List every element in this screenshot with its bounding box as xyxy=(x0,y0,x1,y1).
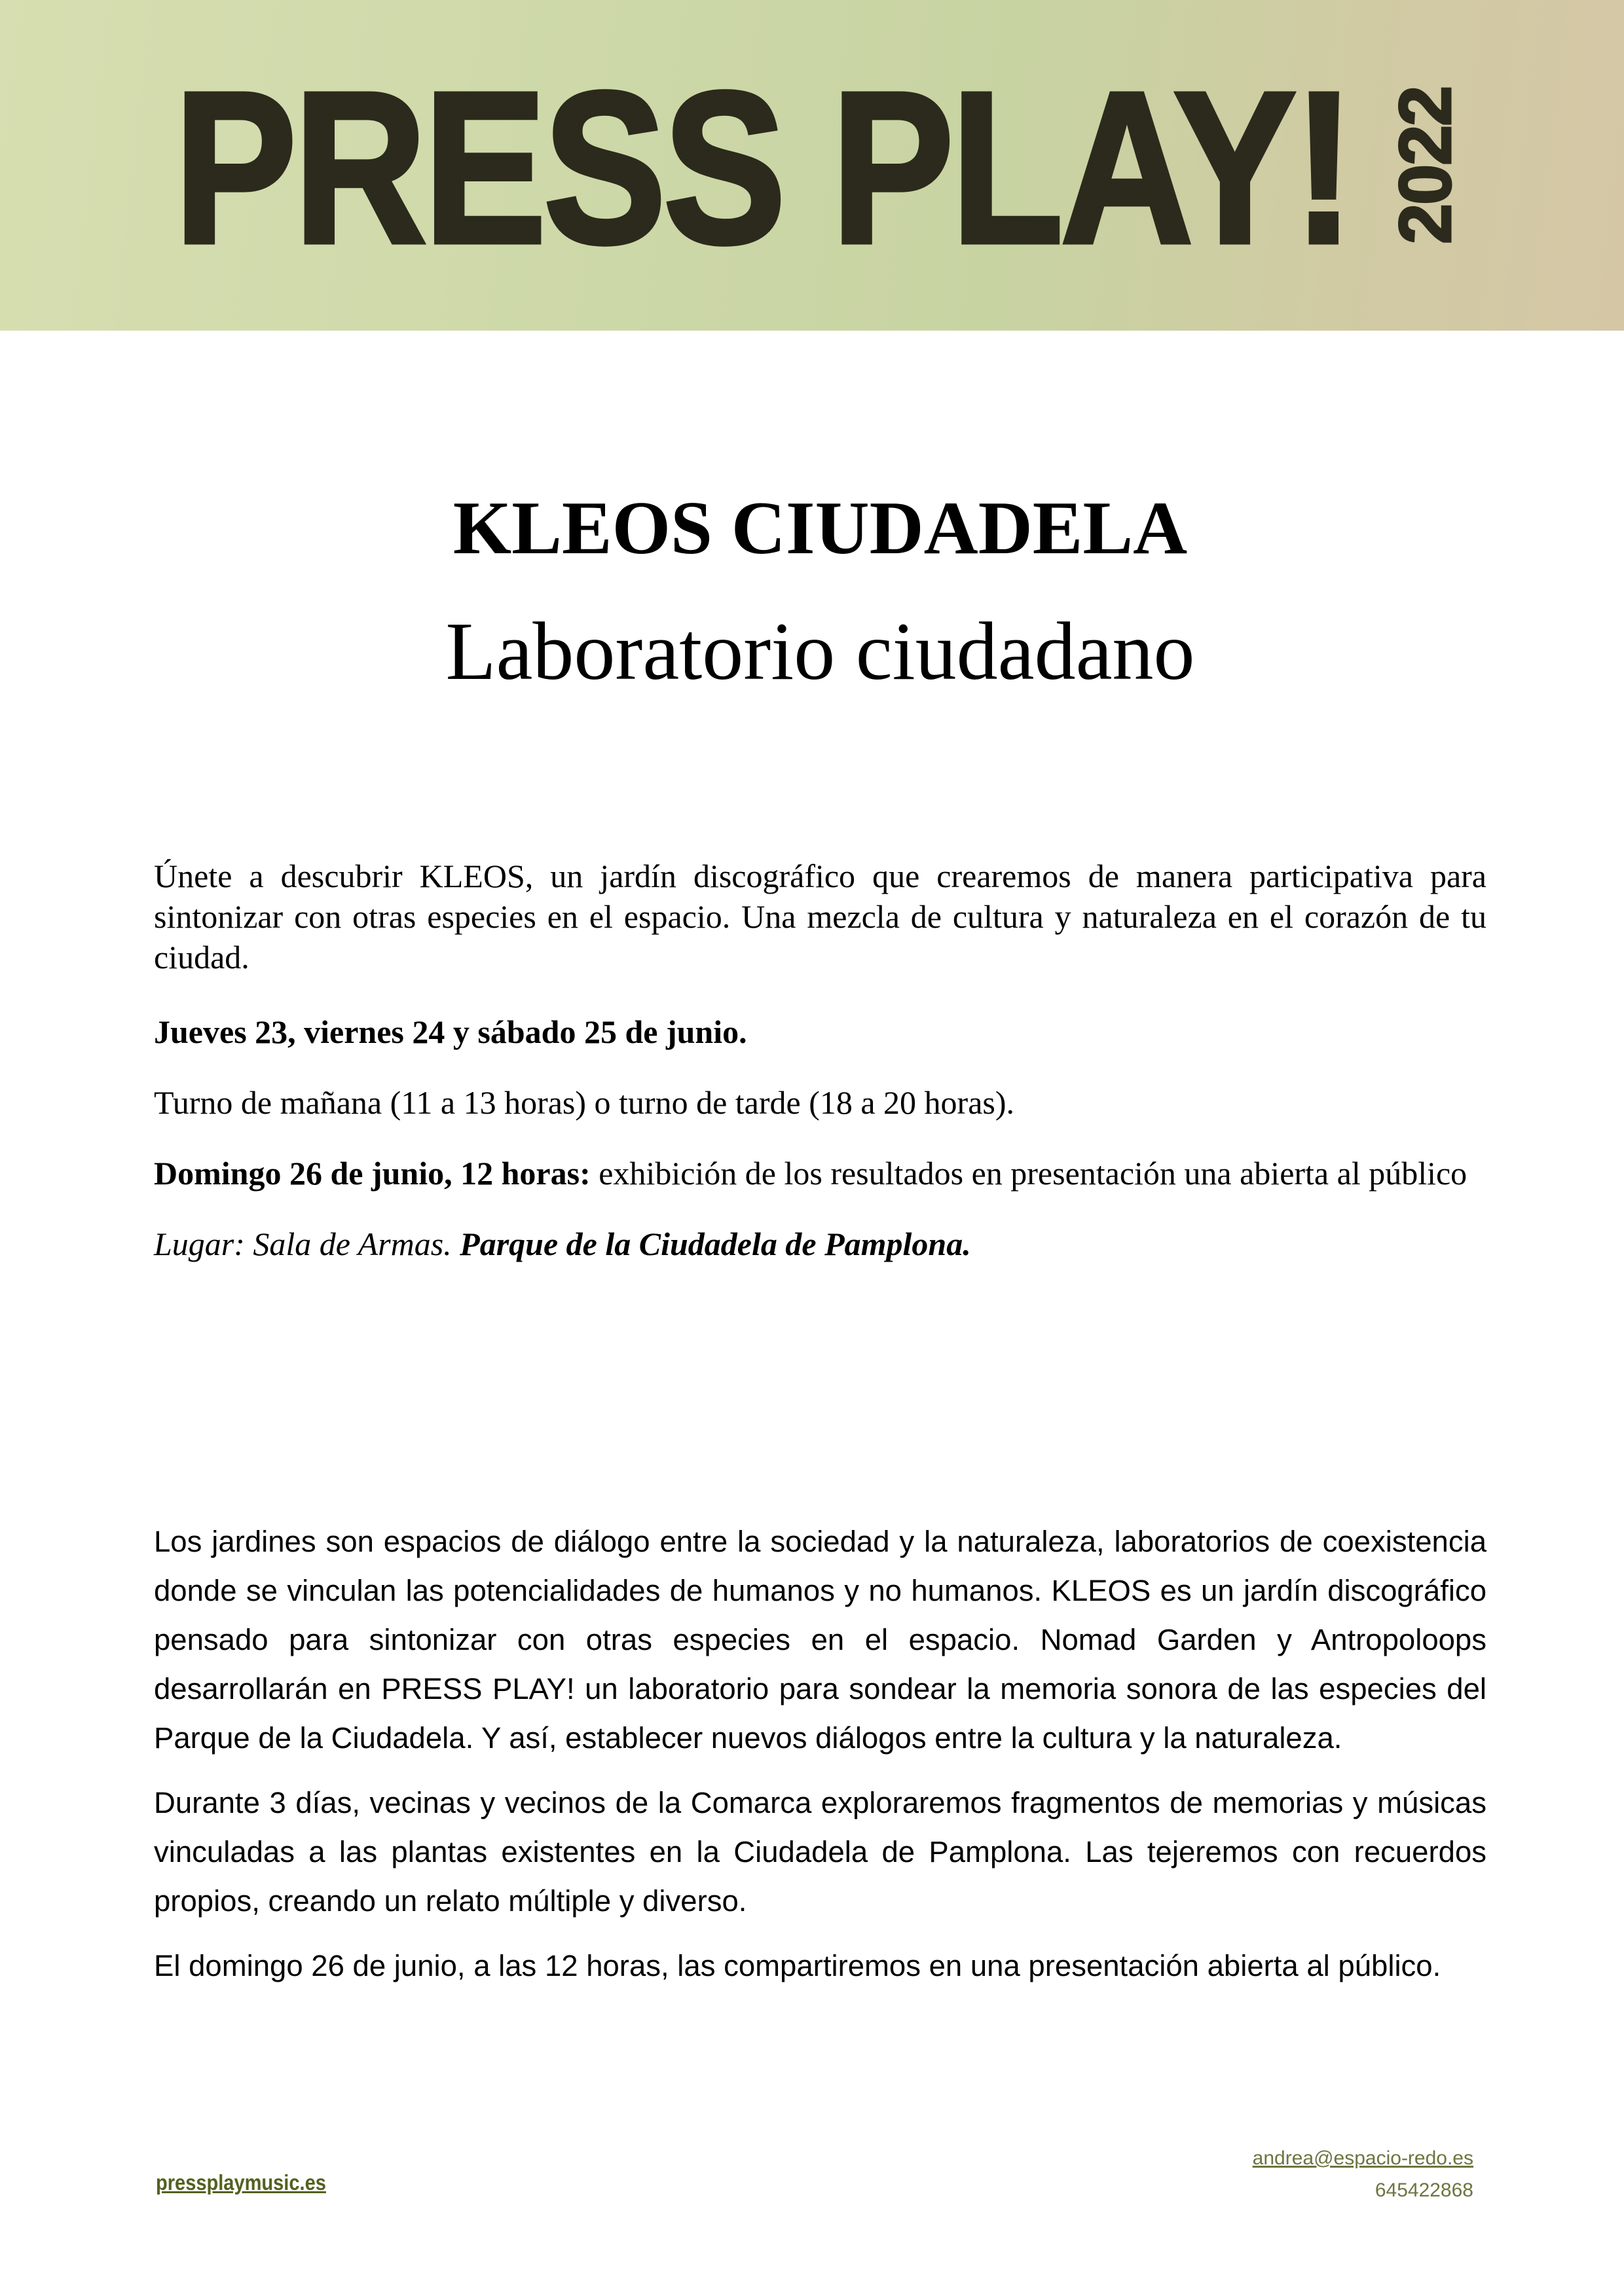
description-paragraph-2: Durante 3 días, vecinas y vecinos de la Comarca exploraremos fragmentos de memorias y músicas vinculadas a las plantas existentes en la Ciudadela de Pamplona. Las tejeremos con recuerdos propios, creando un relato múltiple y diverso. xyxy=(154,1786,1486,1918)
press-play-logo: PRESS PLAY! xyxy=(174,46,1352,288)
phone-number: 645422868 xyxy=(1375,2179,1473,2201)
banner xyxy=(0,0,1624,331)
footer-contact xyxy=(1253,2142,1473,2206)
footer-website xyxy=(156,2170,326,2196)
sunday-line xyxy=(154,1153,1486,1194)
location-italic-label: Lugar: Sala de Armas. xyxy=(154,1226,452,1262)
shifts-line: Turno de mañana (11 a 13 horas) o turno de tarde (18 a 20 horas). xyxy=(154,1084,1014,1121)
page-subtitle: Laboratorio ciudadano xyxy=(445,606,1195,697)
email-row xyxy=(1253,2142,1473,2174)
event-details xyxy=(154,856,1486,1294)
intro-paragraph: Únete a descubrir KLEOS, un jardín discográfico que crearemos de manera participativa para sintonizar con otras especies en el espacio. Una mezcla de cultura y naturaleza en el corazón de tu ciudad. xyxy=(154,858,1486,975)
location-line xyxy=(154,1224,1486,1264)
dates-line: Jueves 23, viernes 24 y sábado 25 de junio. xyxy=(154,1013,747,1050)
description-paragraph-1: Los jardines son espacios de diálogo entre la sociedad y la naturaleza, laboratorios de coexistencia donde se vinculan las potencialidades de humanos y no humanos. KLEOS es un jardín discográfico pensado para sintonizar con otras especies en el espacio. Nomad Garden y Antropoloops desarrollarán en PRESS PLAY! un laboratorio para sondear la memoria sonora de las especies del Parque de la Ciudadela. Y así, establecer nuevos diálogos entre la cultura y la naturaleza. xyxy=(154,1525,1486,1755)
year-label: 2022 xyxy=(1384,86,1466,244)
description-paragraph-3: El domingo 26 de junio, a las 12 horas, las compartiremos en una presentación abierta al público. xyxy=(154,1949,1441,1982)
description-block xyxy=(154,1517,1486,2006)
website-link[interactable]: pressplaymusic.es xyxy=(156,2170,326,2195)
sunday-bold-label: Domingo 26 de junio, 12 horas: xyxy=(154,1155,591,1192)
location-bold-label: Parque de la Ciudadela de Pamplona. xyxy=(451,1226,971,1262)
email-link[interactable]: andrea@espacio-redo.es xyxy=(1252,2147,1473,2169)
sunday-rest-text: exhibición de los resultados en presentación una abierta al público xyxy=(590,1155,1467,1192)
page-title: KLEOS CIUDADELA xyxy=(452,486,1188,570)
